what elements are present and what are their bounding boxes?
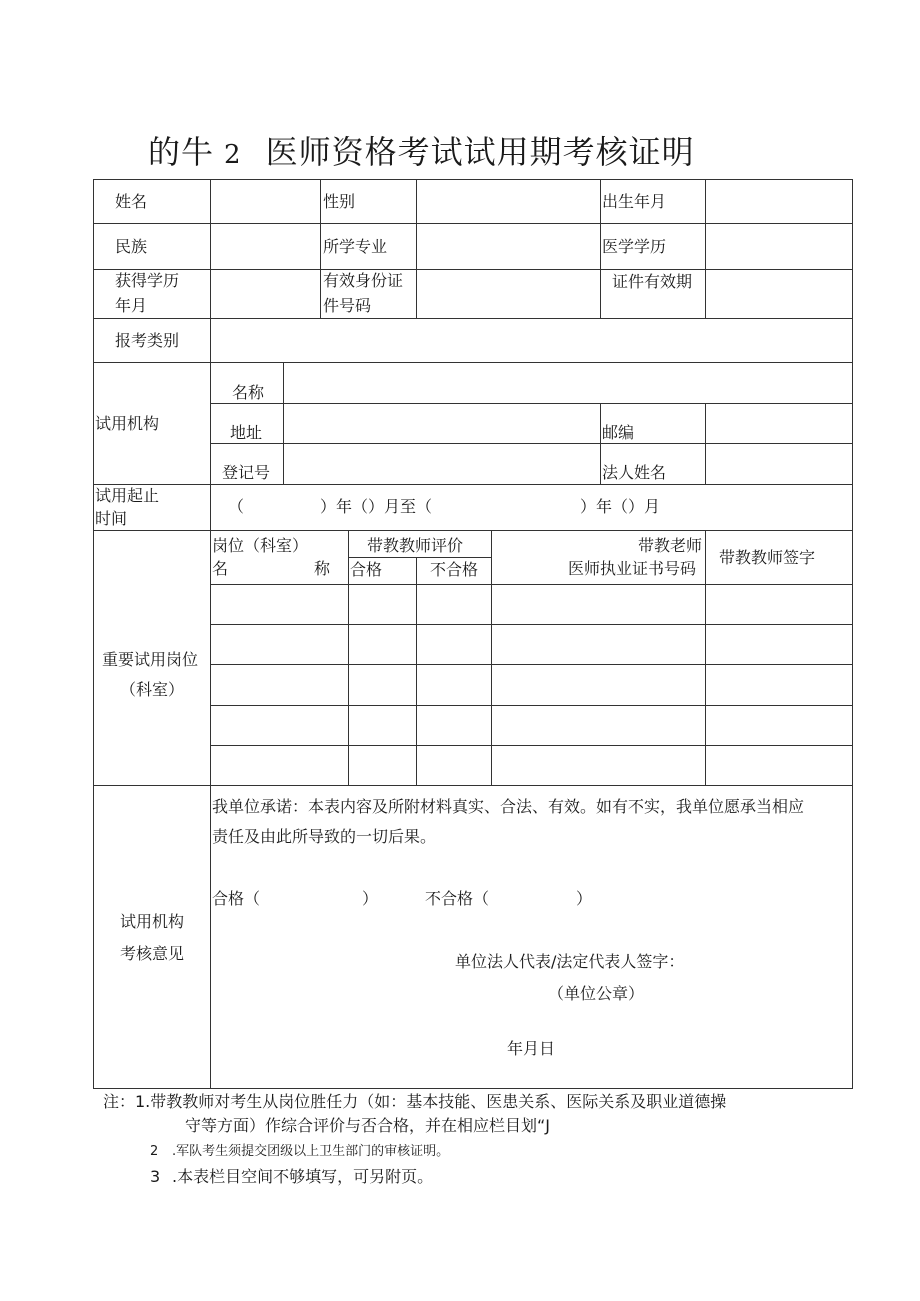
col-header-pass: 合格 bbox=[350, 560, 383, 579]
row-rule bbox=[93, 484, 853, 485]
row-rule bbox=[93, 785, 853, 786]
row-rule bbox=[93, 269, 853, 270]
label-inst-name: 名称 bbox=[232, 383, 265, 402]
label-degree-date: 年月 bbox=[115, 296, 148, 315]
col-rule bbox=[705, 403, 706, 484]
opinion-fail: 不合格（ bbox=[425, 889, 490, 908]
col-header-eval: 带教教师评价 bbox=[367, 536, 464, 555]
note-2: .军队考生须提交团级以上卫生部门的审核证明。 bbox=[172, 1144, 450, 1159]
title-number: 2 bbox=[224, 140, 242, 170]
col-rule bbox=[600, 403, 601, 484]
label-posts: 重要试用岗位 bbox=[102, 650, 199, 669]
label-period: 试用起止 bbox=[95, 486, 160, 505]
col-rule bbox=[320, 179, 321, 319]
col-rule bbox=[491, 530, 492, 785]
row-rule bbox=[210, 705, 853, 706]
table-border-right bbox=[852, 179, 853, 1089]
col-rule bbox=[283, 362, 284, 484]
note-1: 注：1.带教教师对考生从岗位胜任力（如：基本技能、医患关系、医际关系及职业道德操 bbox=[103, 1092, 727, 1111]
col-header-post: 称 bbox=[314, 559, 331, 578]
label-reg-no: 登记号 bbox=[222, 463, 271, 482]
row-rule bbox=[93, 223, 853, 224]
label-period: 时间 bbox=[95, 509, 128, 528]
col-rule bbox=[416, 557, 417, 785]
label-name: 姓名 bbox=[115, 192, 148, 211]
row-rule bbox=[210, 443, 853, 444]
row-rule bbox=[210, 403, 853, 404]
date-label: 年月日 bbox=[507, 1039, 556, 1058]
signature-label: 单位法人代表/法定代表人签字： bbox=[455, 952, 685, 971]
page-title bbox=[148, 128, 695, 179]
label-postcode: 邮编 bbox=[602, 423, 635, 442]
label-gender: 性别 bbox=[323, 192, 356, 211]
pledge-text: 责任及由此所导致的一切后果。 bbox=[212, 827, 437, 846]
row-rule bbox=[210, 584, 853, 585]
opinion-pass-close: ） bbox=[362, 889, 379, 908]
period-open: （ bbox=[228, 497, 245, 516]
row-rule bbox=[93, 318, 853, 319]
note-3-number: 3 bbox=[150, 1167, 161, 1186]
label-id-number: 件号码 bbox=[323, 296, 372, 315]
col-rule bbox=[416, 179, 417, 319]
col-rule bbox=[210, 179, 211, 1089]
table-border-bottom bbox=[93, 1088, 853, 1089]
col-header-fail: 不合格 bbox=[430, 560, 479, 579]
col-header-post: 名 bbox=[212, 559, 229, 578]
label-id-validity: 证件有效期 bbox=[612, 272, 693, 291]
row-rule bbox=[93, 362, 853, 363]
label-exam-category: 报考类别 bbox=[115, 331, 180, 350]
note-2-number: 2 bbox=[150, 1144, 159, 1159]
label-opinion: 考核意见 bbox=[120, 944, 185, 963]
table-border-top bbox=[93, 179, 853, 180]
label-id-number: 有效身份证 bbox=[323, 271, 404, 290]
row-rule bbox=[93, 530, 853, 531]
col-header-sign: 带教教师签字 bbox=[719, 548, 816, 567]
table-border-left bbox=[93, 179, 94, 1089]
label-posts: （科室） bbox=[120, 680, 185, 699]
label-opinion: 试用机构 bbox=[120, 912, 185, 931]
col-rule bbox=[348, 530, 349, 785]
col-rule bbox=[705, 530, 706, 785]
title-prefix: 的牛 bbox=[148, 133, 215, 171]
label-med-degree: 医学学历 bbox=[602, 237, 667, 256]
label-major: 所学专业 bbox=[323, 237, 388, 256]
row-rule bbox=[210, 664, 853, 665]
col-header-cert: 带教老师 bbox=[638, 536, 703, 555]
col-rule bbox=[705, 179, 706, 319]
col-header-cert: 医师执业证书号码 bbox=[568, 559, 697, 578]
opinion-fail-close: ） bbox=[576, 889, 593, 908]
row-rule bbox=[210, 624, 853, 625]
col-header-post: 岗位（科室） bbox=[212, 536, 309, 555]
label-birth: 出生年月 bbox=[602, 192, 667, 211]
pledge-text: 我单位承诺：本表内容及所附材料真实、合法、有效。如有不实，我单位愿承当相应 bbox=[212, 797, 805, 816]
label-legal-person: 法人姓名 bbox=[602, 463, 667, 482]
row-rule bbox=[210, 745, 853, 746]
label-institution: 试用机构 bbox=[95, 414, 160, 433]
label-ethnicity: 民族 bbox=[115, 237, 148, 256]
col-rule bbox=[600, 179, 601, 319]
title-main: 医师资格考试试用期考核证明 bbox=[265, 133, 695, 171]
label-degree-date: 获得学历 bbox=[115, 271, 180, 290]
opinion-pass: 合格（ bbox=[212, 889, 261, 908]
note-1: 守等方面）作综合评价与否合格，并在相应栏目划“J bbox=[185, 1116, 551, 1135]
seal-label: （单位公章） bbox=[548, 984, 645, 1003]
period-end: ）年（）月 bbox=[580, 497, 661, 516]
label-inst-address: 地址 bbox=[230, 423, 263, 442]
period-middle: ）年（）月至（ bbox=[320, 497, 433, 516]
note-3: .本表栏目空间不够填写，可另附页。 bbox=[172, 1167, 434, 1186]
